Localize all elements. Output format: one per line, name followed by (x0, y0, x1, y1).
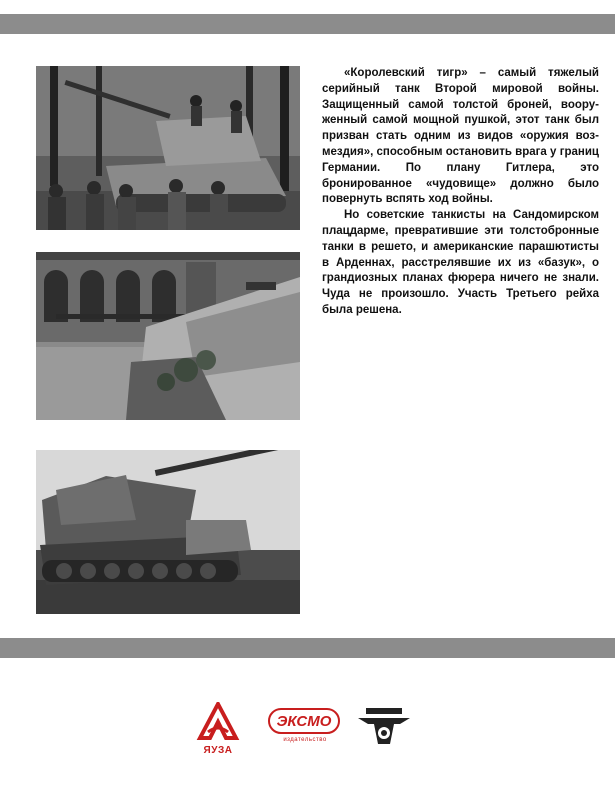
article-text (322, 66, 599, 319)
top-gray-band (0, 14, 615, 34)
photo-jagdtiger-field (36, 450, 300, 614)
eksmo-label: ЭКСМО (268, 708, 340, 734)
yauza-logo (196, 702, 240, 756)
photo-camouflaged-tank-city (36, 252, 300, 420)
photo-king-tiger-with-soldiers (36, 66, 300, 230)
eksmo-logo (268, 706, 342, 746)
eksmo-sublabel: издательство (283, 737, 327, 743)
military-series-emblem (356, 706, 412, 748)
bottom-gray-band (0, 638, 615, 658)
article-paragraph-1: «Королевский тигр» – самый тяжелый серийный танк Второй мировой войны. Защищенный самой толстой броней, вооруженный самой мощной пушкой, этот танк был призван стать одним из видов «оружия возмездия», способным остановить врага у границ Германии. По плану Гитлера, это бронированное «чудовище» должно было повернуть вспять ход войны. (322, 67, 599, 206)
article-paragraph-2: Но советские танкисты на Сандомирском плацдарме, превратившие эти толстобронные танки в решето, и американские парашютисты в Арденнах, расстрелявшие их из «базук», о грандиозных планах фюрера ничего не знали. Чуда не произошло. Участь Третьего рейха была решена. (322, 209, 599, 316)
yauza-label: ЯУЗА (203, 745, 233, 756)
yauza-emblem-icon (196, 702, 240, 742)
publisher-logos (0, 690, 615, 760)
winged-emblem-icon (356, 706, 412, 748)
